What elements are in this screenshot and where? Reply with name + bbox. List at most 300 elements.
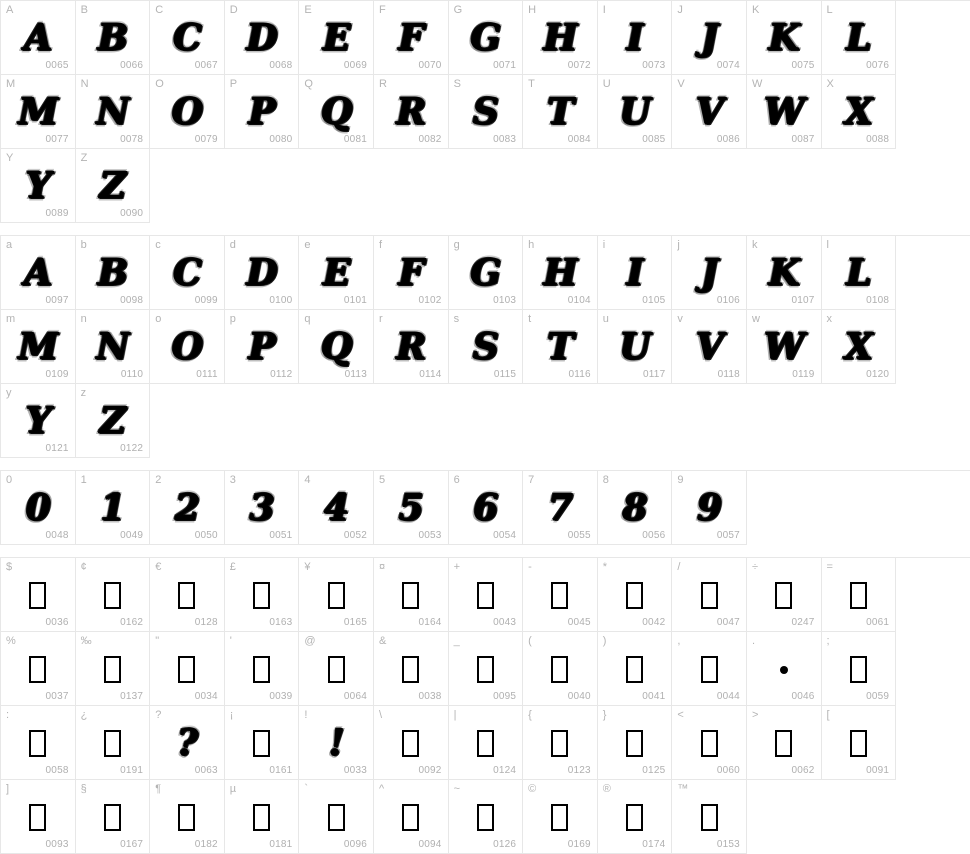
symbols-block [0,557,970,854]
glyph-code-label: 0034 [194,691,218,702]
glyph-char-label: F [378,4,386,16]
glyph-cell[interactable] [449,706,524,780]
notdef-box-icon [626,582,643,609]
glyph-cell[interactable] [822,236,897,310]
glyph-cell[interactable] [747,1,822,75]
glyph-code-label: 0103 [493,295,517,306]
glyph-preview: 8 [622,486,647,529]
glyph-code-label: 0163 [269,617,293,628]
glyph-cell[interactable] [822,706,897,780]
glyph-preview: Y [25,164,51,207]
glyph-cell[interactable] [598,558,673,632]
glyph-preview: T [547,90,573,133]
glyph-char-label: © [528,783,537,795]
notdef-box-icon [29,582,46,609]
glyph-code-label: 0071 [493,60,517,71]
notdef-box-icon [775,582,792,609]
glyph-char-label: g [453,239,460,251]
glyph-char-label: d [229,239,236,251]
glyph-preview [299,650,373,688]
glyph-cell[interactable] [299,471,374,545]
glyph-cell[interactable] [672,471,747,545]
glyph-cell[interactable] [225,471,300,545]
glyph-preview: H [543,16,577,59]
notdef-box-icon [402,804,419,831]
glyph-cell[interactable] [76,310,151,384]
glyph-preview [225,724,299,762]
glyph-char-label: ^ [378,783,385,795]
glyph-cell[interactable] [1,558,76,632]
notdef-box-icon [178,656,195,683]
glyph-code-label: 0070 [418,60,442,71]
glyph-char-label: * [602,561,608,573]
glyph-cell[interactable] [225,236,300,310]
glyph-char-label: C [155,4,164,16]
glyph-code-label: 0042 [642,617,666,628]
glyph-cell[interactable] [523,310,598,384]
glyph-code-label: 0059 [866,691,890,702]
notdef-box-icon [477,730,494,757]
notdef-box-icon [701,730,718,757]
glyph-cell[interactable] [1,471,76,545]
glyph-preview: 7 [547,486,572,529]
glyph-preview: 3 [249,486,274,529]
glyph-cell[interactable] [822,310,897,384]
glyph-char-label: ¤ [378,561,386,573]
glyph-preview: C [173,251,201,294]
glyph-code-label: 0041 [642,691,666,702]
glyph-char-label: m [6,313,16,325]
glyph-preview: R [396,325,426,368]
glyph-cell[interactable] [747,75,822,149]
glyph-char-label: a [6,239,13,251]
glyph-cell[interactable] [822,1,897,75]
glyph-char-label: w [751,313,760,325]
glyph-cell[interactable] [598,632,673,706]
glyph-cell[interactable] [449,558,524,632]
glyph-cell[interactable] [299,236,374,310]
notdef-box-icon [701,804,718,831]
glyph-char-label: G [453,4,463,16]
glyph-preview [374,576,448,614]
glyph-cell[interactable] [598,75,673,149]
glyph-char-label: / [677,561,681,573]
glyph-cell[interactable] [523,1,598,75]
glyph-char-label: b [80,239,87,251]
glyph-preview: S [472,325,498,368]
glyph-cell[interactable] [1,75,76,149]
glyph-preview: 1 [100,486,125,529]
glyph-cell[interactable] [523,632,598,706]
glyph-cell[interactable] [1,632,76,706]
glyph-preview: K [768,16,799,59]
glyph-char-label: M [6,78,16,90]
glyph-code-label: 0174 [642,839,666,850]
glyph-preview [225,650,299,688]
glyph-preview: 5 [398,486,423,529]
glyph-preview [822,576,896,614]
glyph-cell[interactable] [449,310,524,384]
glyph-cell[interactable] [1,706,76,780]
glyph-code-label: 0116 [568,369,591,380]
glyph-cell[interactable] [76,75,151,149]
glyph-code-label: 0057 [716,530,740,541]
glyph-cell[interactable] [449,236,524,310]
glyph-char-label: z [80,387,87,399]
glyph-code-label: 0091 [866,765,890,776]
glyph-cell[interactable] [299,75,374,149]
glyph-char-label: ® [602,783,611,795]
glyph-char-label: X [826,78,834,90]
glyph-code-label: 0082 [418,134,442,145]
glyph-cell[interactable] [822,558,897,632]
glyph-cell[interactable] [1,236,76,310]
glyph-code-label: 0167 [120,839,144,850]
glyph-char-label: H [528,4,537,16]
glyph-preview [150,650,224,688]
glyph-code-label: 0047 [716,617,740,628]
glyph-char-label: µ [229,783,237,795]
glyph-code-label: 0045 [567,617,591,628]
glyph-code-label: 0115 [493,369,517,380]
period-dot-icon [780,666,788,674]
notdef-box-icon [626,656,643,683]
glyph-char-label: ! [304,709,308,721]
glyph-cell[interactable] [299,558,374,632]
glyph-preview [822,724,896,762]
glyph-cell[interactable] [225,75,300,149]
glyph-char-label: 8 [602,474,609,486]
notdef-box-icon [477,804,494,831]
glyph-code-label: 0052 [343,530,367,541]
glyph-cell[interactable] [672,75,747,149]
glyph-cell[interactable] [598,236,673,310]
glyph-cell[interactable] [1,149,76,223]
glyph-char-label: \ [378,709,383,721]
glyph-cell[interactable] [76,149,151,223]
glyph-cell[interactable] [150,471,225,545]
glyph-char-label: i [602,239,606,251]
glyph-cell[interactable] [672,706,747,780]
glyph-cell[interactable] [672,780,747,854]
glyph-cell[interactable] [672,632,747,706]
glyph-cell[interactable] [523,236,598,310]
glyph-cell[interactable] [150,1,225,75]
glyph-code-label: 0048 [45,530,69,541]
glyph-code-label: 0085 [642,134,666,145]
glyph-cell[interactable] [747,558,822,632]
glyph-code-label: 0051 [269,530,293,541]
glyph-cell[interactable] [299,1,374,75]
glyph-cell[interactable] [150,236,225,310]
glyph-preview [747,724,821,762]
glyph-preview: H [543,251,577,294]
glyph-preview: S [472,90,498,133]
glyph-code-label: 0104 [567,295,591,306]
glyph-cell[interactable] [76,236,151,310]
glyph-cell[interactable] [225,558,300,632]
glyph-code-label: 0038 [418,691,442,702]
glyph-cell[interactable] [76,384,151,458]
glyph-code-label: 0080 [269,134,293,145]
glyph-cell[interactable] [598,1,673,75]
glyph-preview: O [171,325,203,368]
glyph-cell[interactable] [747,236,822,310]
glyph-char-label: 6 [453,474,460,486]
glyph-cell[interactable] [523,471,598,545]
glyph-cell[interactable] [150,780,225,854]
glyph-code-label: 0089 [45,208,69,219]
glyph-char-label: B [80,4,88,16]
glyph-cell[interactable] [523,780,598,854]
glyph-code-label: 0120 [866,369,890,380]
glyph-preview [598,798,672,836]
glyph-cell[interactable] [672,236,747,310]
glyph-cell[interactable] [523,706,598,780]
glyph-preview: N [96,90,129,133]
glyph-code-label: 0055 [567,530,591,541]
glyph-cell[interactable] [449,632,524,706]
glyph-cell[interactable] [449,1,524,75]
glyph-char-label: Q [304,78,313,90]
glyph-code-label: 0162 [120,617,144,628]
glyph-code-label: 0083 [493,134,517,145]
digits-block [0,470,970,545]
glyph-cell[interactable] [299,780,374,854]
glyph-cell[interactable] [449,780,524,854]
glyph-preview: V [695,325,723,368]
glyph-cell[interactable] [672,310,747,384]
notdef-box-icon [402,730,419,757]
glyph-cell[interactable] [76,1,151,75]
glyph-char-label: T [528,78,535,90]
glyph-cell[interactable] [374,780,449,854]
glyph-cell[interactable] [822,75,897,149]
glyph-char-label: ` [304,783,309,795]
glyph-char-label: S [453,78,461,90]
glyph-code-label: 0124 [493,765,517,776]
glyph-cell[interactable] [150,310,225,384]
glyph-preview [523,724,597,762]
glyph-code-label: 0100 [269,295,293,306]
glyph-cell[interactable] [374,236,449,310]
glyph-preview: J [701,16,718,59]
glyph-code-label: 0096 [343,839,367,850]
glyph-preview [523,576,597,614]
glyph-code-label: 0109 [45,369,69,380]
glyph-cell[interactable] [374,706,449,780]
glyph-code-label: 0126 [493,839,517,850]
glyph-preview [76,798,150,836]
notdef-box-icon [701,656,718,683]
glyph-char-label: % [6,635,16,647]
glyph-cell[interactable] [76,632,151,706]
glyph-cell[interactable] [374,558,449,632]
glyph-preview: D [246,16,277,59]
glyph-cell[interactable] [225,706,300,780]
glyph-code-label: 0086 [716,134,740,145]
notdef-box-icon [551,656,568,683]
glyph-code-label: 0123 [567,765,591,776]
glyph-cell[interactable] [225,780,300,854]
glyph-code-label: 0054 [493,530,517,541]
glyph-char-label: 1 [80,474,87,486]
glyph-code-label: 0056 [642,530,666,541]
glyph-code-label: 0122 [120,443,144,454]
glyph-char-label: v [677,313,683,325]
glyph-cell[interactable] [150,558,225,632]
glyph-preview [747,576,821,614]
glyph-preview: I [626,16,643,59]
notdef-box-icon [104,730,121,757]
glyph-cell[interactable] [598,780,673,854]
glyph-cell[interactable] [1,780,76,854]
notdef-box-icon [178,582,195,609]
glyph-char-label: x [826,313,833,325]
glyph-char-label: K [751,4,760,16]
notdef-box-icon [253,804,270,831]
glyph-code-label: 0061 [866,617,890,628]
notdef-box-icon [104,582,121,609]
notdef-box-icon [328,582,345,609]
glyph-preview: U [619,90,650,133]
glyph-char-label: Z [80,152,88,164]
glyph-char-label: @ [304,635,316,647]
glyph-cell[interactable] [672,1,747,75]
glyph-preview [672,650,746,688]
glyph-preview [299,798,373,836]
glyph-char-label: ] [6,783,10,795]
glyph-preview [672,798,746,836]
glyph-code-label: 0181 [269,839,293,850]
notdef-box-icon [402,656,419,683]
glyph-char-label: ( [528,635,532,647]
glyph-preview: P [248,90,275,133]
glyph-char-label: $ [6,561,13,573]
glyph-char-label: ~ [453,783,460,795]
glyph-char-label: o [155,313,162,325]
glyph-cell[interactable] [299,310,374,384]
glyph-code-label: 0108 [866,295,890,306]
glyph-cell[interactable] [449,75,524,149]
glyph-cell[interactable] [1,384,76,458]
glyph-cell[interactable] [523,75,598,149]
glyph-code-label: 0165 [343,617,367,628]
glyph-code-label: 0164 [418,617,442,628]
glyph-cell[interactable] [1,1,76,75]
glyph-code-label: 0069 [343,60,367,71]
glyph-preview: B [97,16,128,59]
notdef-box-icon [850,656,867,683]
glyph-code-label: 0113 [344,369,367,380]
glyph-preview: J [701,251,718,294]
glyph-preview [598,650,672,688]
glyph-code-label: 0118 [717,369,740,380]
glyph-code-label: 0153 [716,839,740,850]
glyph-cell[interactable] [374,471,449,545]
glyph-preview: C [173,16,201,59]
glyph-char-label: h [528,239,535,251]
glyph-cell[interactable] [76,706,151,780]
glyph-code-label: 0095 [493,691,517,702]
glyph-preview [150,576,224,614]
glyph-cell[interactable] [523,558,598,632]
glyph-code-label: 0090 [120,208,144,219]
glyph-preview [449,576,523,614]
glyph-cell[interactable] [299,632,374,706]
glyph-code-label: 0036 [45,617,69,628]
glyph-char-label: € [155,561,162,573]
glyph-cell[interactable] [150,706,225,780]
glyph-preview: M [18,90,58,133]
glyph-preview [598,724,672,762]
glyph-preview: Z [99,399,126,442]
notdef-box-icon [402,582,419,609]
glyph-cell[interactable] [299,706,374,780]
glyph-cell[interactable] [747,310,822,384]
notdef-box-icon [701,582,718,609]
glyph-cell[interactable] [374,632,449,706]
glyph-cell[interactable] [374,75,449,149]
glyph-cell[interactable] [225,310,300,384]
glyph-char-label: & [378,635,387,647]
glyph-preview: X [844,90,872,133]
glyph-preview: I [626,251,643,294]
glyph-char-label: ¡ [229,709,234,721]
glyph-cell[interactable] [598,310,673,384]
glyph-code-label: 0062 [791,765,815,776]
glyph-cell[interactable] [672,558,747,632]
glyph-code-label: 0044 [716,691,740,702]
glyph-cell[interactable] [76,780,151,854]
glyph-preview: K [768,251,799,294]
glyph-char-label: § [80,783,87,795]
glyph-cell[interactable] [374,1,449,75]
glyph-code-label: 0060 [716,765,740,776]
glyph-cell[interactable] [598,706,673,780]
glyph-preview: W [764,90,804,133]
glyph-char-label: ¢ [80,561,87,573]
glyph-char-label: s [453,313,460,325]
glyph-char-label: ; [826,635,830,647]
glyph-char-label: L [826,4,833,16]
glyph-cell[interactable] [747,632,822,706]
glyph-cell[interactable] [150,632,225,706]
glyph-code-label: 0065 [45,60,69,71]
glyph-char-label: n [80,313,87,325]
glyph-cell[interactable] [747,706,822,780]
glyph-code-label: 0102 [418,295,442,306]
glyph-code-label: 0119 [792,369,815,380]
glyph-cell[interactable] [374,310,449,384]
glyph-preview: L [846,251,871,294]
glyph-cell[interactable] [225,632,300,706]
glyph-char-label: , [677,635,681,647]
glyph-char-label: q [304,313,311,325]
glyph-cell[interactable] [76,558,151,632]
glyph-cell[interactable] [225,1,300,75]
glyph-cell[interactable] [76,471,151,545]
glyph-cell[interactable] [150,75,225,149]
glyph-preview: V [695,90,723,133]
glyph-code-label: 0037 [45,691,69,702]
glyph-cell[interactable] [1,310,76,384]
glyph-cell[interactable] [598,471,673,545]
notdef-box-icon [477,656,494,683]
glyph-cell[interactable] [822,632,897,706]
glyph-char-label: l [826,239,829,251]
glyph-cell[interactable] [449,471,524,545]
